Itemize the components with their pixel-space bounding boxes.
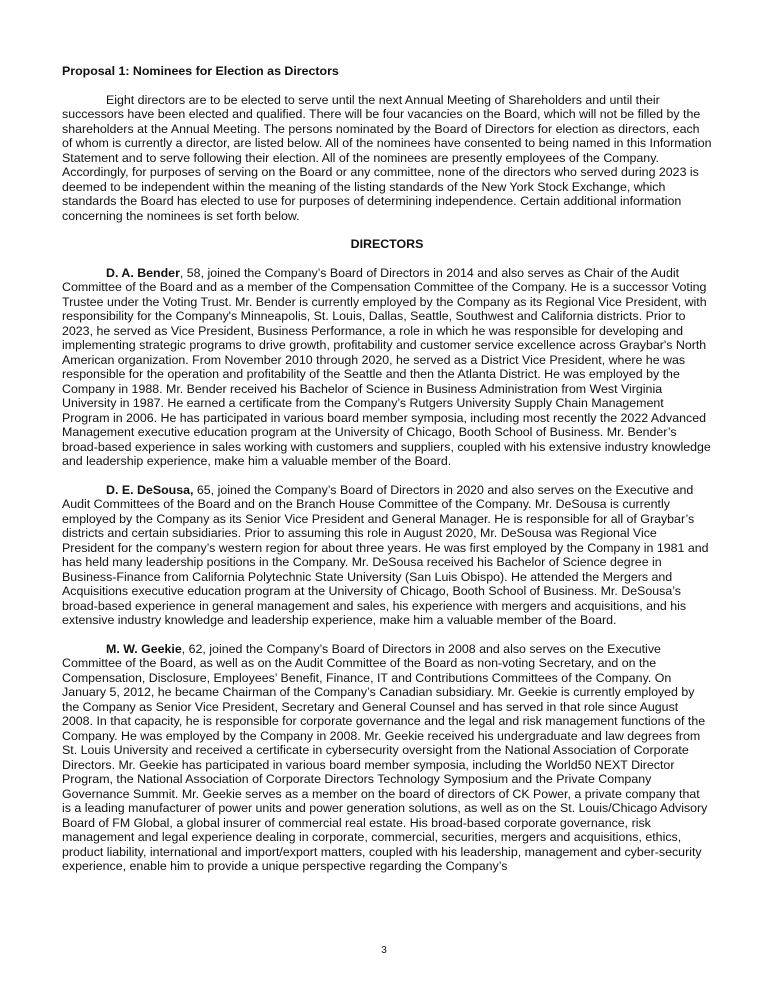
director-name: D. E. DeSousa, bbox=[106, 482, 194, 497]
proposal-heading: Proposal 1: Nominees for Election as Directors bbox=[62, 64, 339, 78]
page-number: 3 bbox=[381, 945, 387, 956]
director-bio-text: , 62, joined the Company’s Board of Directors in 2008 and also serves on the Executive Committee of the Board, as well as on the Audit Committee of the Board as non-voting Secretary, and on the Compensation, Disclosure, Employees’ Benefit, Finance, IT and Contributions Committees of the Company. On January 5, 2012, he became Chairman of the Company’s Canadian subsidiary. Mr. Geekie is currently employed by the Company as Senior Vice President, Secretary and General Counsel and has served in that role since August 2008. In that capacity, he is responsible for corporate governance and the legal and risk management functions of the Company. He was employed by the Company in 2008. Mr. Geekie received his undergraduate and law degrees from St. Louis University and received a certificate in cybersecurity oversight from the National Association of Corporate Directors. Mr. Geekie has participated in various board member symposia, including the World50 NEXT Director Program, the National Association of Corporate Directors Technology Symposium and the Private Company Governance Summit. Mr. Geekie serves as a member on the board of directors of CK Power, a private company that is a leading manufacturer of power units and power generation solutions, as well as on the St. Louis/Chicago Advisory Board of FM Global, a global insurer of commercial real estate. His broad-based corporate governance, risk management and legal experience dealing in corporate, commercial, securities, mergers and acquisitions, ethics, product liability, international and import/export matters, coupled with his leadership, management and cyber-security experience, enable him to provide a unique perspective regarding the Company’s bbox=[62, 641, 708, 873]
director-bio-geekie bbox=[62, 642, 712, 874]
director-bio-text: , 58, joined the Company’s Board of Directors in 2014 and also serves as Chair of the Audit Committee of the Board and as a member of the Compensation Committee of the Company. He is a successor Voting Trustee under the Voting Trust. Mr. Bender is currently employed by the Company as its Regional Vice President, with responsibility for the Company's Minneapolis, St. Louis, Dallas, Seattle, Southwest and California districts. Prior to 2023, he served as Vice President, Business Performance, a role in which he was responsible for developing and implementing strategic programs to drive growth, profitability and customer service excellence across Graybar's North American organization. From November 2010 through 2020, he served as a District Vice President, where he was responsible for the operation and profitability of the Seattle and then the Atlanta District. He was employed by the Company in 1988. Mr. Bender received his Bachelor of Science in Business Administration from West Virginia University in 1987. He earned a certificate from the Company’s Rutgers University Supply Chain Management Program in 2006. He has participated in various board member symposia, including most recently the 2022 Advanced Management executive education program at the University of Chicago, Booth School of Business. Mr. Bender’s broad-based experience in sales working with customers and suppliers, coupled with his extensive industry knowledge and leadership experience, make him a valuable member of the Board. bbox=[62, 265, 711, 468]
director-name: M. W. Geekie bbox=[106, 641, 182, 656]
director-name: D. A. Bender bbox=[106, 265, 180, 280]
directors-heading: DIRECTORS bbox=[350, 237, 424, 251]
director-bio-desousa bbox=[62, 483, 712, 628]
intro-paragraph: Eight directors are to be elected to serve until the next Annual Meeting of Shareholders and until their successors have been elected and qualified. There will be four vacancies on the Board, which will not be filled by the shareholders at the Annual Meeting. The persons nominated by the Board of Directors for election as directors, each of whom is currently a director, are listed below. All of the nominees have consented to being named in this Information Statement and to serve following their election. All of the nominees are presently employees of the Company. Accordingly, for purposes of serving on the Board or any committee, none of the directors who served during 2023 is deemed to be independent within the meaning of the listing standards of the New York Stock Exchange, which standards the Board has elected to use for purposes of determining independence. Certain additional information concerning the nominees is set forth below. bbox=[62, 92, 712, 223]
director-bio-text: 65, joined the Company’s Board of Directors in 2020 and also serves on the Executive and Audit Committees of the Board and on the Branch House Committee of the Company. Mr. DeSousa is currently employed by the Company as its Senior Vice President and General Manager. He is responsible for all of Graybar’s districts and certain subsidiaries. Prior to assuming this role in August 2020, Mr. DeSousa was Regional Vice President for the company’s western region for about three years. He was first employed by the Company in 1981 and has held many leadership positions in the Company. Mr. DeSousa received his Bachelor of Science degree in Business-Finance from California Polytechnic State University (San Luis Obispo). He attended the Mergers and Acquisitions executive education program at the University of Chicago, Booth School of Business. Mr. DeSousa’s broad-based experience in general management and sales, his experience with mergers and acquisitions, and his extensive industry knowledge and leadership experience, make him a valuable member of the Board. bbox=[62, 482, 709, 627]
director-bio-bender bbox=[62, 266, 712, 469]
document-body bbox=[62, 64, 712, 888]
